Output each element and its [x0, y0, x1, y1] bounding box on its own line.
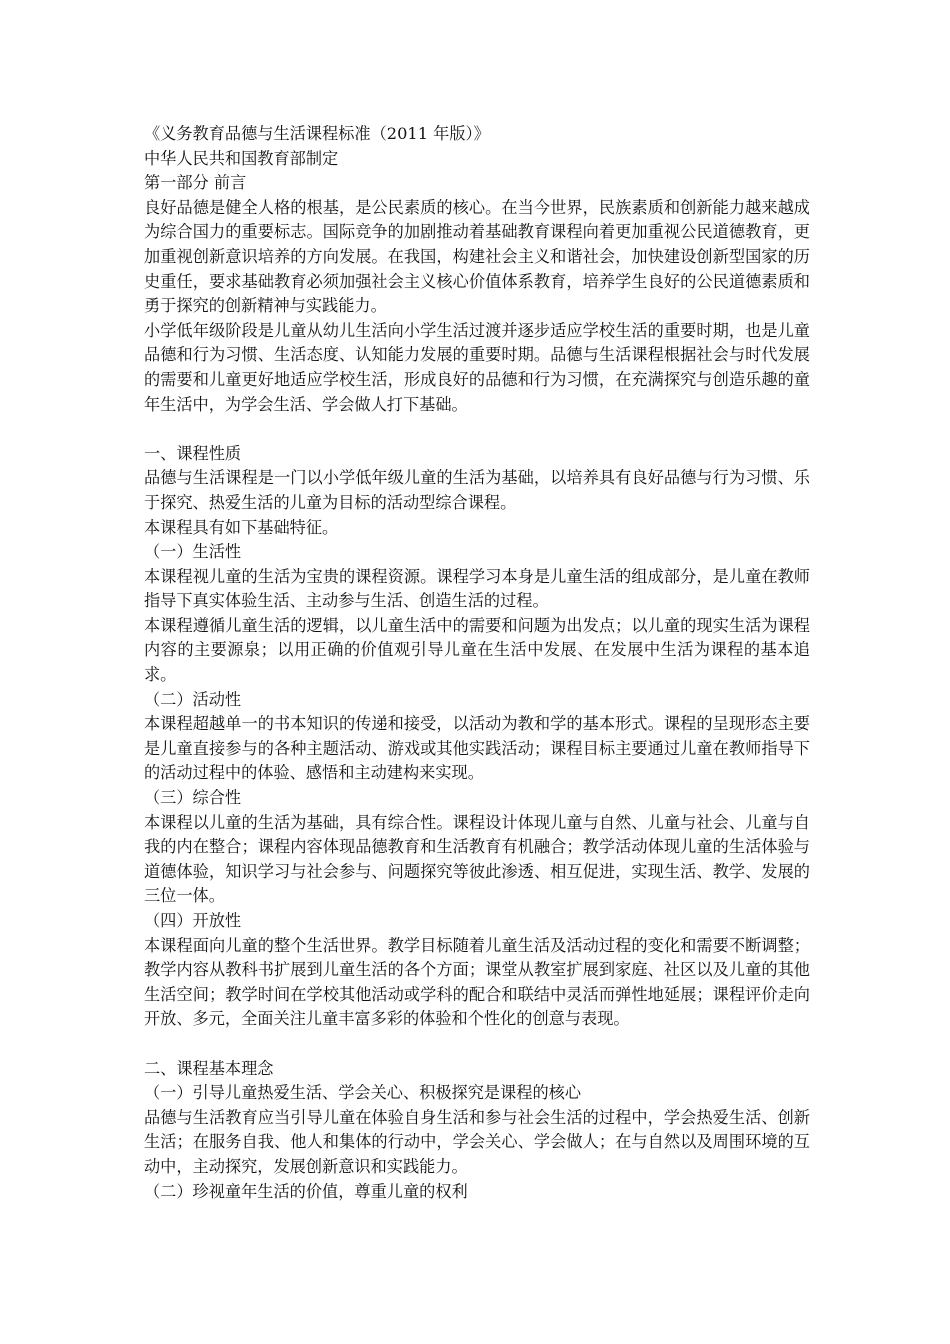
subsection3-paragraph-1: 本课程以儿童的生活为基础，具有综合性。课程设计体现儿童与自然、儿童与社会、儿童与自我的内在整合；课程内容体现品德教育和生活教育有机融合；教学活动体现儿童的生活体验与道德体验，知识学习与社会参与、问题探究等彼此渗透、相互促进，实现生活、教学、发展的三位一体。: [144, 812, 810, 906]
section2-subsection1-heading: （一）引导儿童热爱生活、学会关心、积极探究是课程的核心: [144, 1083, 582, 1103]
section1-paragraph-1: 品德与生活课程是一门以小学低年级儿童的生活为基础，以培养具有良好品德与行为习惯、乐于探究、热爱生活的儿童为目标的活动型综合课程。: [144, 468, 810, 512]
document-body: [144, 122, 810, 1204]
section1-paragraph-2: 本课程具有如下基础特征。: [144, 517, 339, 537]
subsection2-paragraph-1: 本课程超越单一的书本知识的传递和接受，以活动为教和学的基本形式。课程的呈现形态主要是儿童直接参与的各种主题活动、游戏或其他实践活动；课程目标主要通过儿童在教师指导下的活动过程中的体验、感悟和主动建构来实现。: [144, 714, 810, 783]
subsection4-paragraph-1: 本课程面向儿童的整个生活世界。教学目标随着儿童生活及活动过程的变化和需要不断调整；教学内容从教科书扩展到儿童生活的各个方面；课堂从教室扩展到家庭、社区以及儿童的其他生活空间；教学时间在学校其他活动或学科的配合和联结中灵活而弹性地延展；课程评价走向开放、多元，全面关注儿童丰富多彩的体验和个性化的创意与表现。: [144, 935, 810, 1029]
subsection1-paragraph-1: 本课程视儿童的生活为宝贵的课程资源。课程学习本身是儿童生活的组成部分，是儿童在教师指导下真实体验生活、主动参与生活、创造生活的过程。: [144, 566, 810, 611]
subsection4-heading: （四）开放性: [144, 911, 242, 930]
section2-subsection1-paragraph-1: 品德与生活教育应当引导儿童在体验自身生活和参与社会生活的过程中，学会热爱生活、创新生活；在服务自我、他人和集体的行动中，学会关心、学会做人；在与自然以及周围环境的互动中，主动探究，发展创新意识和实践能力。: [144, 1107, 810, 1176]
preface-paragraph-1: 良好品德是健全人格的根基，是公民素质的核心。在当今世界，民族素质和创新能力越来越成为综合国力的重要标志。国际竞争的加剧推动着基础教育课程向着更加重视公民道德教育，更加重视创新意识培养的方向发展。在我国，构建社会主义和谐社会，加快建设创新型国家的历史重任，要求基础教育必须加强社会主义核心价值体系教育，培养学生良好的公民道德素质和勇于探究的创新精神与实践能力。: [144, 197, 810, 316]
section1-heading: 一、课程性质: [144, 443, 242, 463]
subsection1-heading: （一）生活性: [144, 542, 242, 562]
section2-subsection2-heading: （二）珍视童年生活的价值，尊重儿童的权利: [144, 1181, 468, 1201]
spacer: [144, 417, 810, 442]
subsection1-paragraph-2: 本课程遵循儿童生活的逻辑，以儿童生活中的需要和问题为出发点；以儿童的现实生活为课程内容的主要源泉；以用正确的价值观引导儿童在生活中发展、在发展中生活为课程的基本追求。: [144, 615, 810, 685]
document-issuer: 中华人民共和国教育部制定: [144, 148, 339, 168]
spacer: [144, 1032, 810, 1057]
subsection2-heading: （二）活动性: [144, 689, 242, 709]
subsection3-heading: （三）综合性: [144, 788, 242, 808]
section2-heading: 二、课程基本理念: [144, 1058, 274, 1078]
part1-heading: 第一部分 前言: [144, 173, 247, 193]
preface-paragraph-2: 小学低年级阶段是儿童从幼儿生活向小学生活过渡并逐步适应学校生活的重要时期，也是儿童品德和行为习惯、生活态度、认知能力发展的重要时期。品德与生活课程根据社会与时代发展的需要和儿童更好地适应学校生活，形成良好的品德和行为习惯，在充满探究与创造乐趣的童年生活中，为学会生活、学会做人打下基础。: [144, 320, 810, 414]
document-title: 《义务教育品德与生活课程标准（2011 年版）》: [144, 124, 490, 143]
